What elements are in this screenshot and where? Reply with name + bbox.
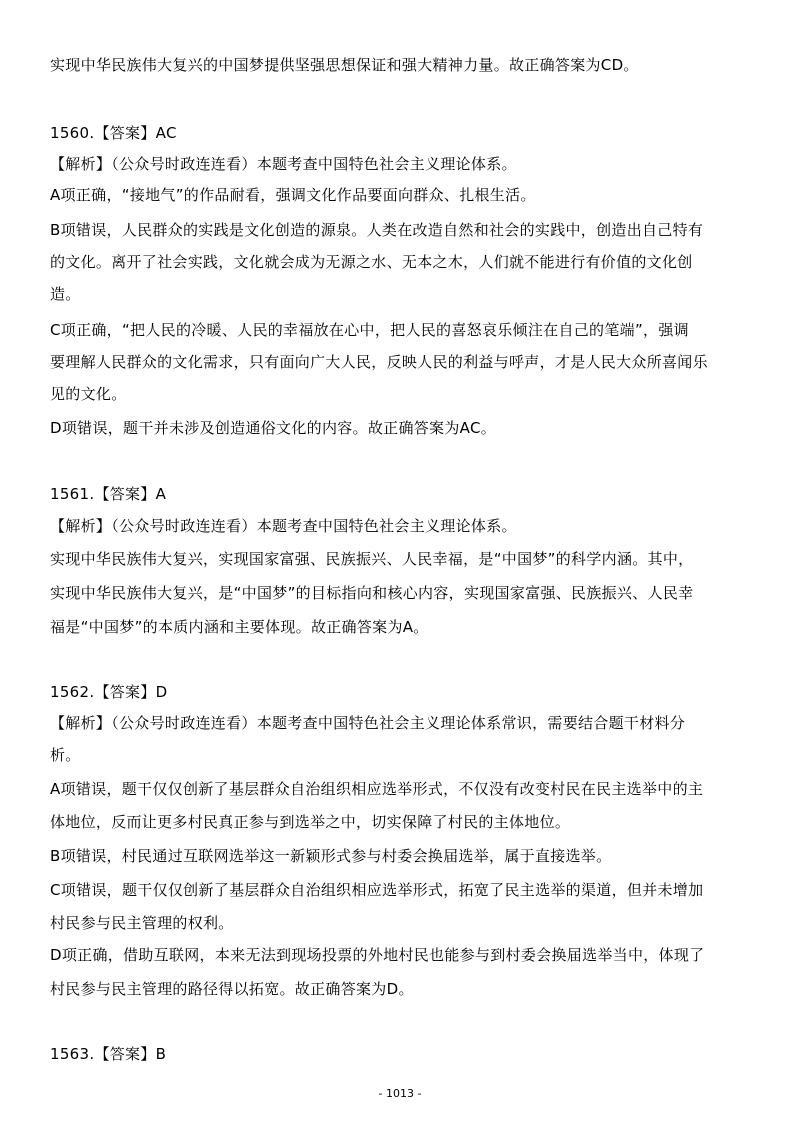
paragraph-1561-line3: 福是“中国梦”的本质内涵和主要体现。故正确答案为A。 (50, 618, 429, 636)
answer-1563: 1563.【答案】B (50, 1045, 167, 1063)
option-b-1562: B项错误，村民通过互联网选举这一新颖形式参与村委会换届选举，属于直接选举。 (50, 847, 612, 865)
analysis-1562-line2: 析。 (50, 746, 81, 764)
option-c-1560-line3: 见的文化。 (50, 385, 127, 403)
option-b-1560-line1: B项错误，人民群众的实践是文化创造的源泉。人类在改造自然和社会的实践中，创造出自己特有 (50, 221, 704, 239)
option-d-1560: D项错误，题干并未涉及创造通俗文化的内容。故正确答案为AC。 (50, 419, 497, 437)
option-d-1562-line2: 村民参与民主管理的路径得以拓宽。故正确答案为D。 (50, 980, 414, 998)
answer-1561: 1561.【答案】A (50, 485, 167, 503)
option-a-1562-line1: A项错误，题干仅仅创新了基层群众自治组织相应选举形式，不仅没有改变村民在民主选举中的主 (50, 780, 704, 798)
page-number: - 1013 - (378, 1087, 422, 1100)
paragraph-1561-line1: 实现中华民族伟大复兴，实现国家富强、民族振兴、人民幸福，是“中国梦”的科学内涵。其中， (50, 550, 694, 568)
option-a-1562-line2: 体地位，反而让更多村民真正参与到选举之中，切实保障了村民的主体地位。 (50, 813, 571, 831)
option-b-1560-line2: 的文化。离开了社会实践，文化就会成为无源之水、无本之木，人们就不能进行有价值的文化创 (50, 253, 693, 271)
paragraph-1561-line2: 实现中华民族伟大复兴，是“中国梦”的目标指向和核心内容，实现国家富强、民族振兴、人民幸 (50, 584, 694, 602)
analysis-1560: 【解析】（公众号时政连连看）本题考查中国特色社会主义理论体系。 (50, 155, 517, 173)
answer-1562: 1562.【答案】D (50, 683, 168, 701)
analysis-1561: 【解析】（公众号时政连连看）本题考查中国特色社会主义理论体系。 (50, 517, 517, 535)
option-c-1560-line1: C项正确，“把人民的冷暖、人民的幸福放在心中，把人民的喜怒哀乐倾注在自己的笔端”，强调 (50, 321, 689, 339)
answer-1560: 1560.【答案】AC (50, 124, 177, 142)
intro-line: 实现中华民族伟大复兴的中国梦提供坚强思想保证和强大精神力量。故正确答案为CD。 (50, 56, 639, 74)
option-c-1562-line1: C项错误，题干仅仅创新了基层群众自治组织相应选举形式，拓宽了民主选举的渠道，但并未增加 (50, 881, 704, 899)
option-c-1562-line2: 村民参与民主管理的权利。 (50, 914, 234, 932)
option-b-1560-line3: 造。 (50, 285, 81, 303)
option-d-1562-line1: D项正确，借助互联网，本来无法到现场投票的外地村民也能参与到村委会换届选举当中，体现了 (50, 946, 705, 964)
analysis-1562-line1: 【解析】（公众号时政连连看）本题考查中国特色社会主义理论体系常识，需要结合题干材料分 (50, 714, 686, 732)
option-a-1560: A项正确，“接地气”的作品耐看，强调文化作品要面向群众、扎根生活。 (50, 186, 536, 204)
option-c-1560-line2: 要理解人民群众的文化需求，只有面向广大人民，反映人民的利益与呼声，才是人民大众所喜闻乐 (50, 353, 708, 371)
